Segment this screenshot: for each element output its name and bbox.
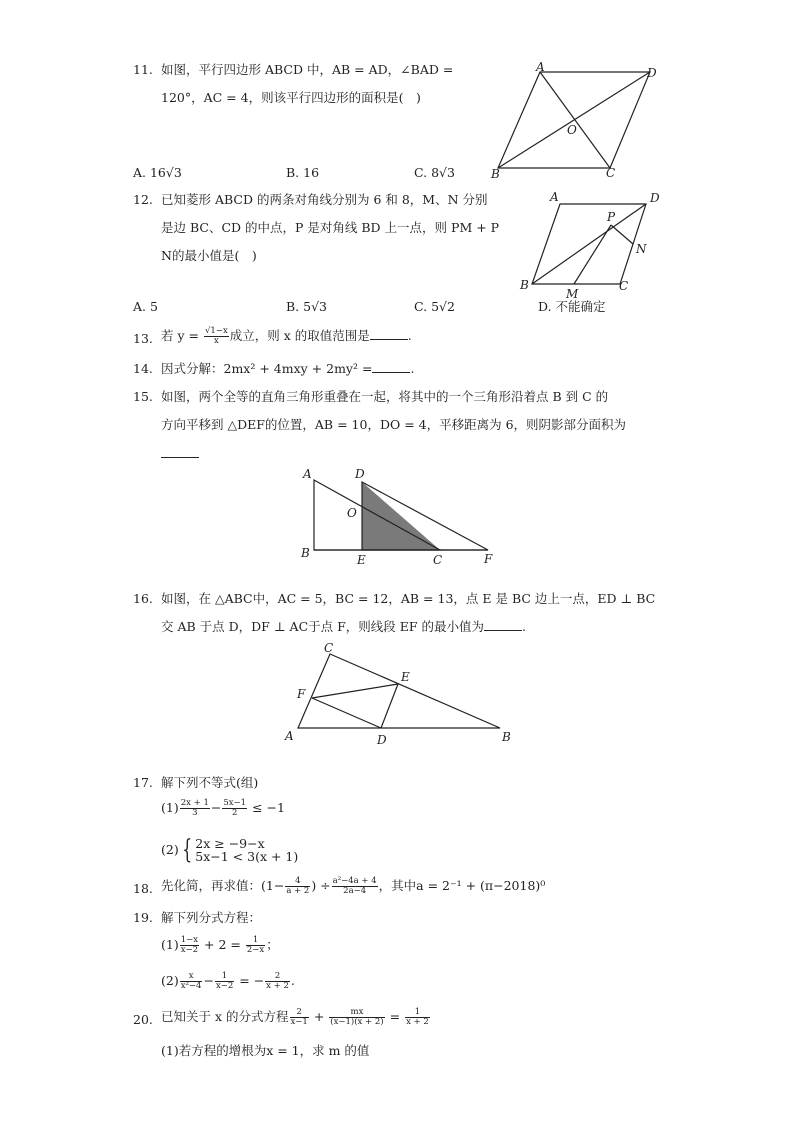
q19-p1-mid: + 2 = [204,937,241,952]
q16-label-f: F [297,687,306,701]
q20-frac-2-num: mx [329,1008,384,1018]
q17-p1-frac-b-den: 2 [232,808,238,818]
q17-p1-label: (1) [161,800,179,815]
q15-label-b: B [301,546,310,560]
q11-option-b[interactable]: B. 16 [286,165,320,180]
q17-p1-minus: − [210,800,222,815]
q17-p2-system [195,837,298,863]
q13-number: 13. [133,331,153,346]
q20-subquestion-1: (1)若方程的增根为x = 1，求 m 的值 [161,1043,370,1058]
q17-p1-frac-b-num: 5x−1 [223,798,247,808]
q13-post: 成立，则 x 的取值范围是 [229,328,370,343]
q12-option-a[interactable]: A. 5 [133,299,158,314]
q13-frac-den: x [213,336,219,346]
q18-pre: 先化简，再求值：(1− [161,878,285,893]
q19-p1-frac-a-num: 1−x [180,935,199,945]
q12-label-n: N [636,242,647,256]
q20-frac-3 [405,1008,430,1027]
q15-triangles-figure [298,464,508,574]
q12-number: 12. [133,192,153,207]
q17-p1-frac-a-num: 2x + 1 [180,798,209,808]
q12-option-c[interactable]: C. 5√2 [414,299,455,314]
q19-p1-end: ； [266,937,279,952]
q11-label-o: O [567,123,577,137]
q19-p2-frac-a-den: x²−4 [180,981,202,991]
q15-answer-row [161,446,199,462]
q16-text-line1: 如图，在 △ABC中，AC = 5，BC = 12，AB = 13，点 E 是 BC 边上一点，ED ⊥ BC [161,591,656,606]
q19-p1-frac-a [180,936,199,955]
q13-pre: 若 [161,328,174,343]
q18-frac-2-num: a²−4a + 4 [332,876,377,886]
q12-label-c: C [619,279,629,293]
q11-label-d: D [647,66,657,80]
q20-eq: = [389,1009,401,1024]
q20-frac-1-num: 2 [290,1008,309,1018]
q16-text-line2: 交 AB 于点 D，DF ⊥ AC于点 F，则线段 EF 的最小值为 [161,619,485,634]
q11-label-a: A [536,60,545,74]
q11-option-c[interactable]: C. 8√3 [414,165,455,180]
q12-rhombus-figure [516,190,676,305]
q15-label-f: F [484,552,493,566]
q16-label-b: B [502,730,511,744]
q16-number: 16. [133,591,153,606]
q12-label-m: M [566,287,579,301]
q16-answer-blank[interactable] [484,619,522,631]
q19-p1-frac-b-num: 1 [246,936,265,946]
q15-text-line1: 如图，两个全等的直角三角形重叠在一起，将其中的一个三角形沿着点 B 到 C 的 [161,389,609,404]
q19-p1-frac-b-den: 2−x [246,945,265,955]
q19-p2-frac-b [215,972,234,991]
q15-label-a: A [303,467,312,481]
q16-triangle-figure [282,640,522,750]
q19-p2-frac-c [265,972,290,991]
q13-y: y = [177,328,200,343]
q20-frac-1-den: x−1 [290,1017,308,1027]
q11-text-line2: 120°，AC = 4，则该平行四边形的面积是( ) [161,90,421,105]
q15-answer-blank[interactable] [161,446,199,458]
q12-text-line2: 是边 BC、CD 的中点，P 是对角线 BD 上一点，则 PM + P [161,220,500,235]
q17-p1-frac-a [180,799,210,818]
q19-p2-label: (2) [161,973,179,988]
q15-label-d: D [355,467,365,481]
q18-number: 18. [133,881,153,896]
q17-p1-frac-a-den: 3 [192,808,198,818]
q17-p2-line2: 5x−1 < 3(x + 1) [195,849,299,864]
q17-number: 17. [133,775,153,790]
q18-text [161,877,545,896]
q16-text-line2-row [161,619,526,635]
q16-end: . [522,619,527,634]
q13-frac-num: √1−x [205,326,228,336]
q12-option-b[interactable]: B. 5√3 [286,299,328,314]
q15-label-c: C [433,553,443,567]
q19-part1 [161,936,279,955]
q15-label-e: E [357,553,366,567]
q12-label-p: P [607,210,616,224]
q16-label-d: D [377,733,387,747]
q19-p2-frac-a [180,972,203,991]
q19-p1-frac-b [246,936,265,955]
q12-option-d[interactable]: D. 不能确定 [538,299,606,314]
q14-text: 因式分解：2mx² + 4mxy + 2my² = [161,361,373,376]
q19-p2-frac-a-num: x [180,972,203,982]
q11-text-line1: 如图，平行四边形 ABCD 中，AB = AD，∠BAD = [161,62,454,77]
q12-label-d: D [650,191,660,205]
q13-end: . [407,328,412,343]
q19-p2-frac-c-num: 2 [265,972,290,982]
q17-p2-brace: { [182,835,192,865]
q12-label-b: B [520,278,529,292]
q17-p1-frac-b [222,799,247,818]
q12-text-line1: 已知菱形 ABCD 的两条对角线分别为 6 和 8，M、N 分别 [161,192,488,207]
q19-p2-frac-b-num: 1 [215,972,234,982]
q19-p2-minus: − [203,973,214,988]
q16-label-e: E [401,670,410,684]
q16-label-c: C [324,641,334,655]
q12-text-line3: N的最小值是( ) [161,248,257,263]
q19-number: 19. [133,910,153,925]
q12-label-a: A [550,190,559,204]
q13-answer-blank[interactable] [370,328,408,340]
q18-post: ，其中a = 2⁻¹ + (π−2018)⁰ [378,878,546,893]
q20-frac-3-num: 1 [405,1008,430,1018]
q11-label-c: C [606,166,616,180]
q20-number: 20. [133,1012,153,1027]
q20-text [161,1008,431,1027]
q20-frac-2 [329,1008,384,1027]
q15-text-line2: 方向平移到 △DEF的位置，AB = 10，DO = 4，平移距离为 6，则阴影部分面积为 [161,417,627,432]
q17-part2 [161,836,298,864]
q18-frac-1 [285,877,310,896]
q16-label-a: A [285,729,294,743]
q11-label-b: B [491,167,500,181]
q18-frac-2 [332,877,378,896]
q17-p1-rhs: ≤ −1 [252,800,285,815]
q18-frac-2-den: 2a−4 [343,886,367,896]
q20-plus: + [313,1009,325,1024]
q13-text [161,327,412,346]
q19-p1-frac-a-den: x−2 [180,945,199,955]
q17-title: 解下列不等式(组) [161,775,259,790]
q19-part2 [161,972,295,991]
q11-number: 11. [133,62,153,77]
q15-label-o: O [347,506,357,520]
q17-p2-line1: 2x ≥ −9−x [195,836,265,851]
q20-frac-2-den: (x−1)(x + 2) [330,1017,384,1027]
q15-number: 15. [133,389,153,404]
q19-p1-label: (1) [161,937,179,952]
q18-frac-1-num: 4 [285,877,310,887]
q17-p2-label: (2) [161,842,179,857]
q14-text-row [161,361,414,377]
q11-parallelogram-figure [490,60,670,180]
q11-option-a[interactable]: A. 16√3 [133,165,182,180]
q19-p2-mid: = − [239,973,265,988]
q20-frac-3-den: x + 2 [406,1017,429,1027]
q19-p2-end: . [290,973,295,988]
q18-frac-1-den: a + 2 [286,886,310,896]
q19-p2-frac-c-den: x + 2 [266,981,289,991]
q17-part1 [161,799,285,818]
q14-end: . [410,361,415,376]
q19-title: 解下列分式方程： [161,910,262,925]
q13-fraction [204,327,229,346]
q19-p2-frac-b-den: x−2 [215,981,234,991]
q14-number: 14. [133,361,153,376]
q20-pre: 已知关于 x 的分式方程 [161,1009,289,1024]
q14-answer-blank[interactable] [372,361,410,373]
q18-mid: ) ÷ [311,878,331,893]
q20-frac-1 [290,1008,309,1027]
